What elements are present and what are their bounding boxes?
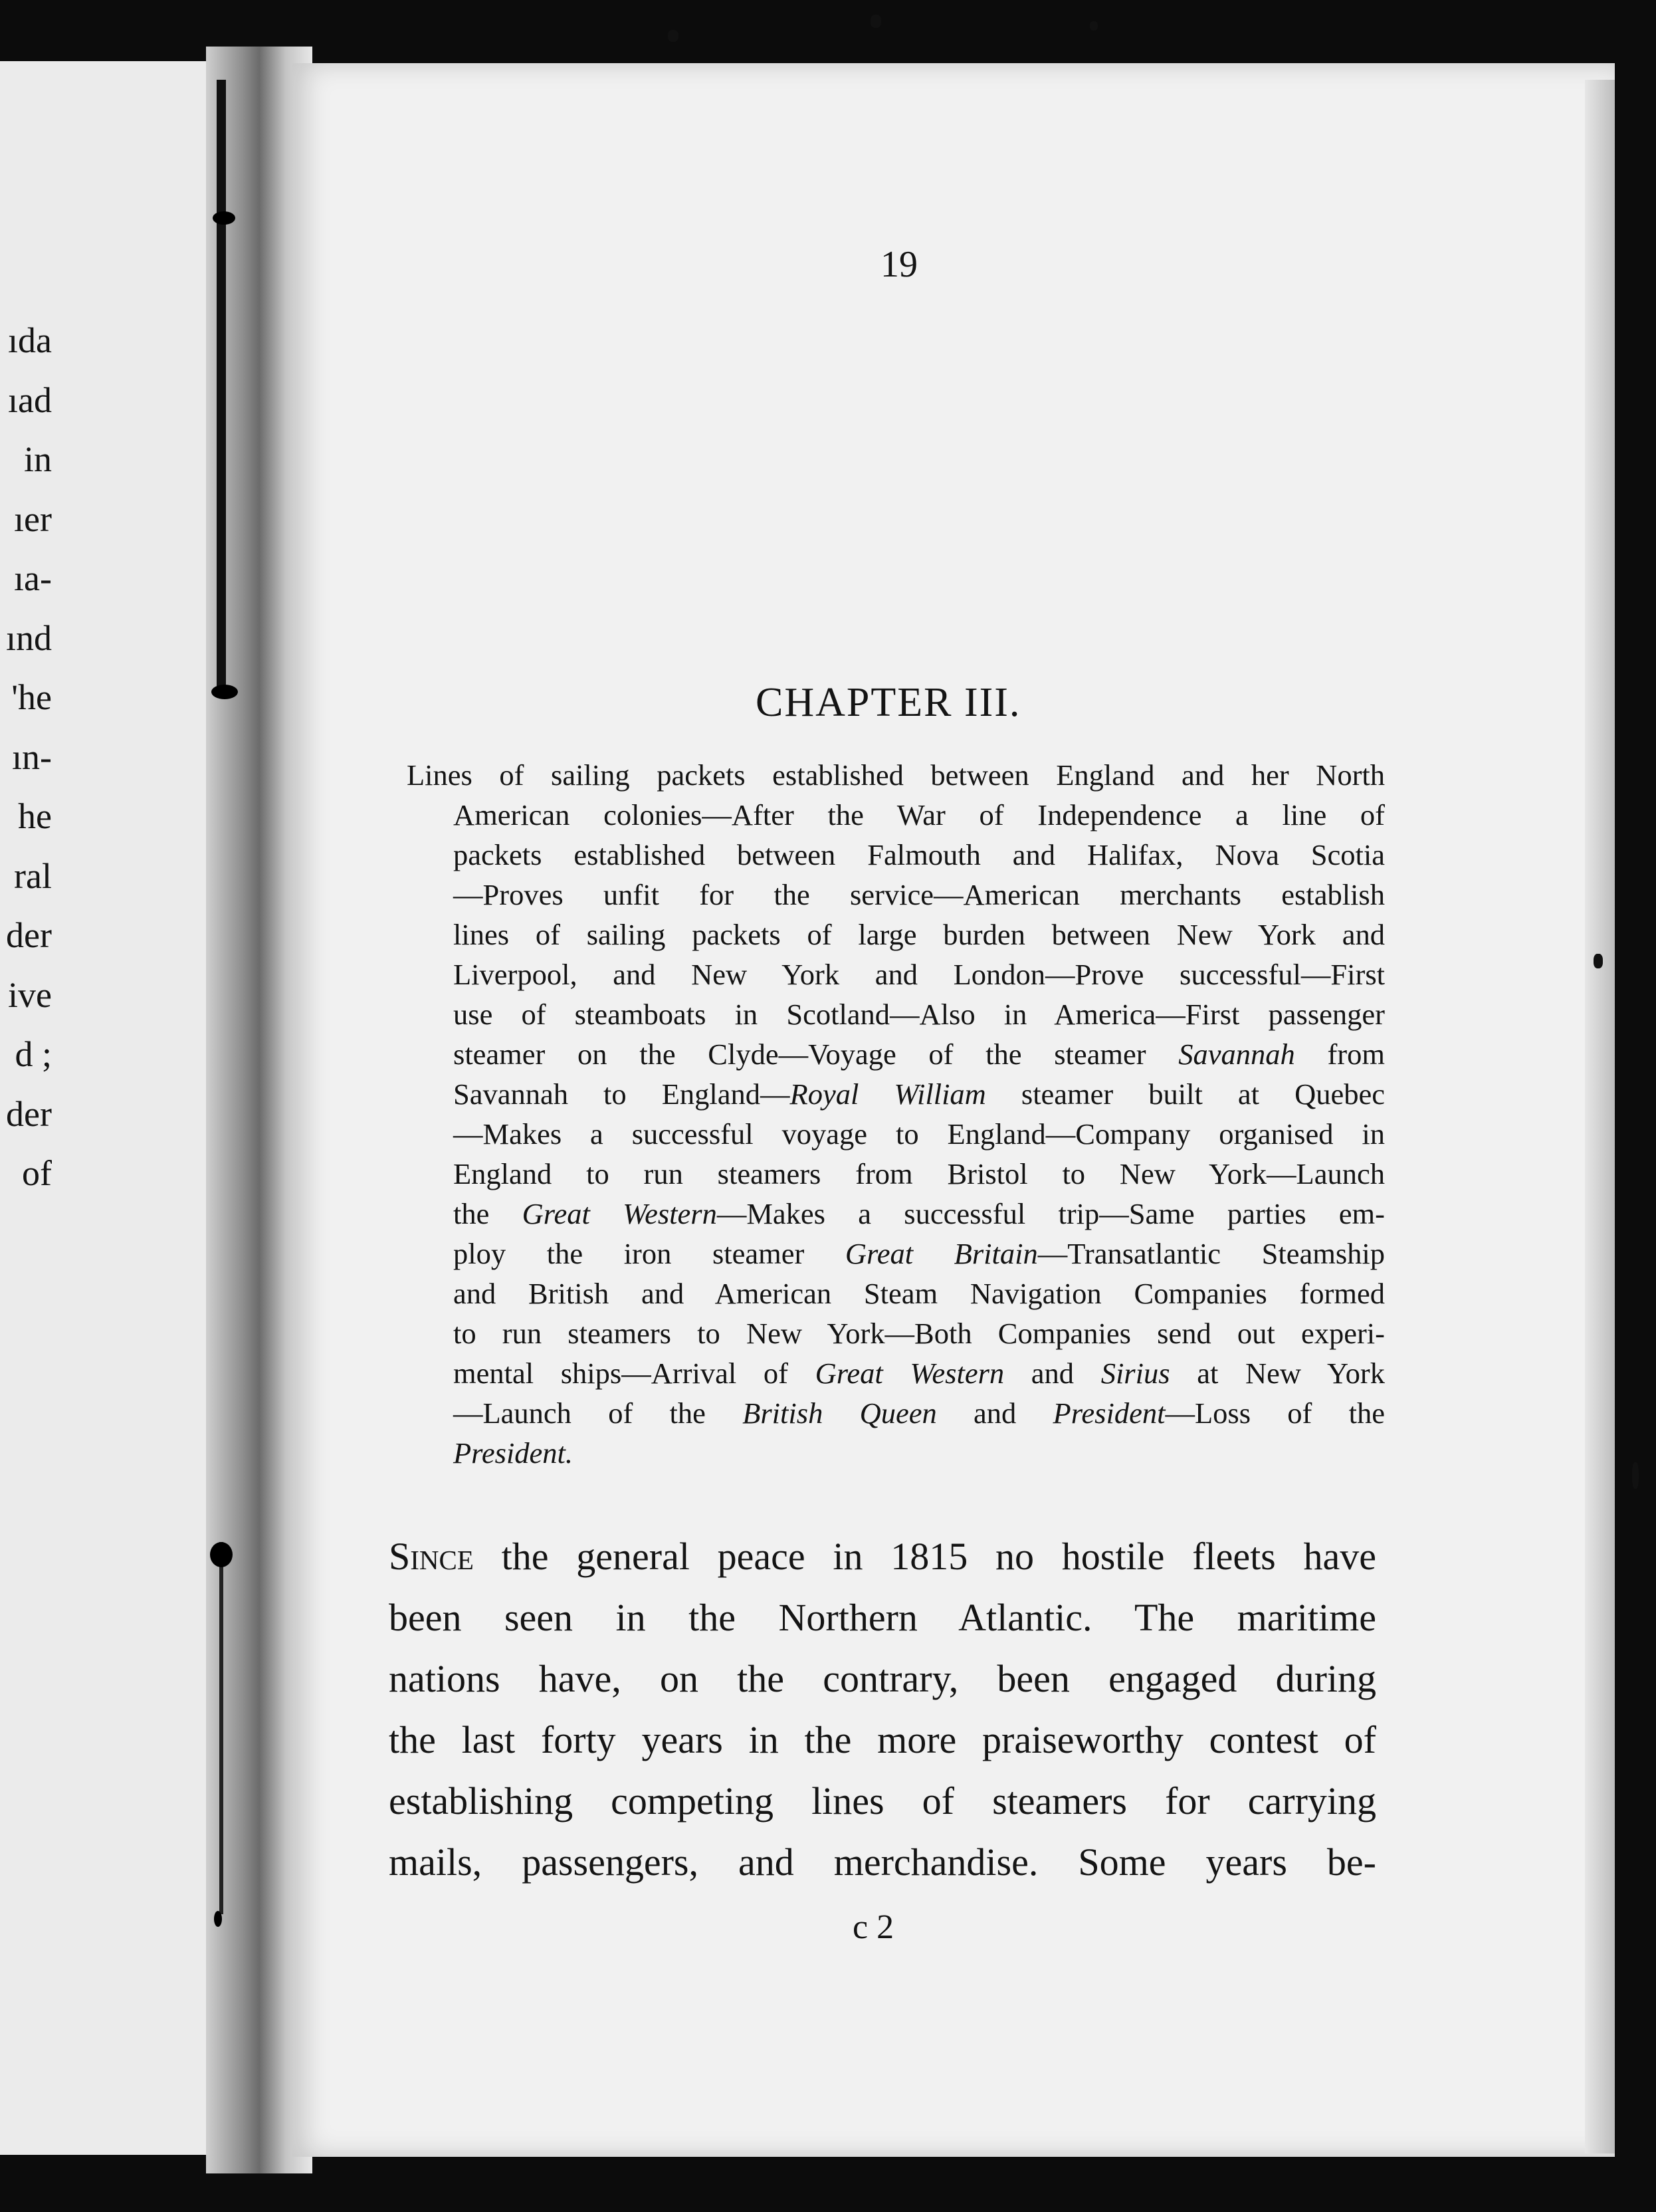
summary-line	[453, 795, 1385, 835]
opening-word: Since	[389, 1535, 474, 1578]
left-page-line: in	[23, 439, 52, 479]
summary-text: —Makes a successful trip—Same parties em-	[716, 1197, 1385, 1230]
ship-name: British Queen	[742, 1396, 937, 1430]
stitch-mark	[210, 1542, 233, 1567]
stitch-mark	[213, 211, 235, 225]
summary-text: —Transatlantic Steamship	[1037, 1237, 1386, 1270]
binding-thread	[217, 80, 226, 698]
summary-text: —Launch of the	[453, 1396, 743, 1430]
page-number: 19	[880, 244, 918, 285]
ship-name: Great Western	[522, 1197, 717, 1230]
body-line	[389, 1832, 1376, 1893]
body-line-text: the last forty years in the more praiseworthy contest of	[389, 1718, 1376, 1761]
ship-name: Great Western	[815, 1357, 1005, 1390]
summary-line	[453, 1353, 1385, 1393]
body-line	[389, 1710, 1376, 1771]
summary-text: at New York	[1170, 1357, 1385, 1390]
summary-line	[453, 1313, 1385, 1353]
summary-text: steamer built at Quebec	[985, 1077, 1385, 1111]
summary-text: the	[453, 1197, 522, 1230]
summary-text: Liverpool, and New York and London—Prove successful—First	[453, 958, 1385, 991]
summary-text: steamer on the Clyde—Voyage of the steamer	[453, 1038, 1179, 1071]
signature-mark: c 2	[853, 1908, 894, 1946]
summary-line	[453, 1273, 1385, 1313]
left-page-line: der	[6, 915, 52, 955]
summary-text: American colonies—After the War of Independence a line of	[453, 798, 1385, 831]
dust-speck	[871, 15, 881, 28]
summary-line	[453, 1154, 1385, 1194]
ship-name: President	[1053, 1396, 1166, 1430]
summary-text: from	[1294, 1038, 1385, 1071]
summary-line	[453, 1234, 1385, 1273]
body-line-text: the general peace in 1815 no hostile fleets have	[473, 1535, 1376, 1578]
left-page-line: ive	[8, 974, 52, 1015]
summary-line	[453, 1194, 1385, 1234]
left-page-line: he	[18, 796, 52, 836]
stitch-mark	[214, 1911, 222, 1927]
body-line	[389, 1526, 1376, 1587]
left-page-line: 'he	[11, 677, 52, 717]
left-page-line: of	[22, 1153, 52, 1193]
body-paragraph	[389, 1526, 1376, 1893]
summary-line	[453, 1433, 1385, 1473]
summary-text: Savannah to England—	[453, 1077, 790, 1111]
summary-line	[453, 875, 1385, 915]
summary-line	[453, 1114, 1385, 1154]
summary-text: —Makes a successful voyage to England—Company organised in	[453, 1117, 1385, 1151]
summary-line	[453, 835, 1385, 875]
summary-text: and	[1004, 1357, 1101, 1390]
ship-name: Sirius	[1100, 1357, 1170, 1390]
summary-line	[453, 954, 1385, 994]
chapter-title: CHAPTER III.	[756, 680, 1021, 725]
summary-line	[453, 1393, 1385, 1433]
dust-speck	[1594, 954, 1603, 968]
summary-line	[453, 994, 1385, 1034]
left-page-line: ıda	[8, 320, 52, 360]
chapter-summary	[407, 755, 1385, 1473]
body-line	[389, 1771, 1376, 1832]
summary-text: ploy the iron steamer	[453, 1237, 845, 1270]
dust-speck	[1632, 1462, 1639, 1489]
left-page-line: ıa-	[14, 558, 52, 598]
summary-line	[453, 915, 1385, 954]
stitch-mark	[211, 685, 238, 699]
ship-name: Savannah	[1178, 1038, 1295, 1071]
left-page-line: ıad	[8, 380, 52, 420]
body-line-text: been seen in the Northern Atlantic. The maritime	[389, 1596, 1376, 1639]
summary-line	[453, 1034, 1385, 1074]
summary-line	[407, 755, 1385, 795]
summary-text: packets established between Falmouth and Halifax, Nova Scotia	[453, 838, 1385, 871]
ship-name: Royal William	[789, 1077, 986, 1111]
body-line-text: establishing competing lines of steamers for carrying	[389, 1779, 1376, 1823]
ship-name: Great Britain	[845, 1237, 1038, 1270]
summary-text: Lines of sailing packets established between England and her North	[407, 758, 1385, 792]
summary-text: England to run steamers from Bristol to New York—Launch	[453, 1157, 1385, 1190]
left-page-line: d ;	[15, 1034, 52, 1074]
dust-speck	[668, 30, 678, 42]
left-page-line: ral	[14, 855, 52, 896]
left-page-line: der	[6, 1093, 52, 1134]
summary-text: mental ships—Arrival of	[453, 1357, 815, 1390]
summary-text: lines of sailing packets of large burden between New York and	[453, 918, 1385, 951]
page-edge	[1585, 80, 1615, 2154]
body-line	[389, 1587, 1376, 1648]
left-page-line: ınd	[5, 617, 52, 658]
body-line	[389, 1648, 1376, 1710]
dust-speck	[1090, 21, 1098, 31]
summary-text: —Loss of the	[1165, 1396, 1385, 1430]
summary-text: use of steamboats in Scotland—Also in America—First passenger	[453, 998, 1385, 1031]
body-line-text: nations have, on the contrary, been engaged during	[389, 1657, 1376, 1700]
left-page-fragment	[0, 61, 219, 2155]
binding-thread-lower	[219, 1542, 223, 1914]
summary-line	[453, 1074, 1385, 1114]
left-page-line: ıer	[14, 498, 52, 539]
summary-text: and British and American Steam Navigation Companies formed	[453, 1277, 1385, 1310]
ship-name: President.	[453, 1436, 573, 1470]
summary-text: —Proves unfit for the service—American merchants establish	[453, 878, 1385, 911]
summary-text: and	[936, 1396, 1053, 1430]
body-line-text: mails, passengers, and merchandise. Some years be-	[389, 1840, 1376, 1884]
left-page-line: ın-	[12, 736, 52, 777]
summary-text: to run steamers to New York—Both Companies send out experi-	[453, 1317, 1385, 1350]
